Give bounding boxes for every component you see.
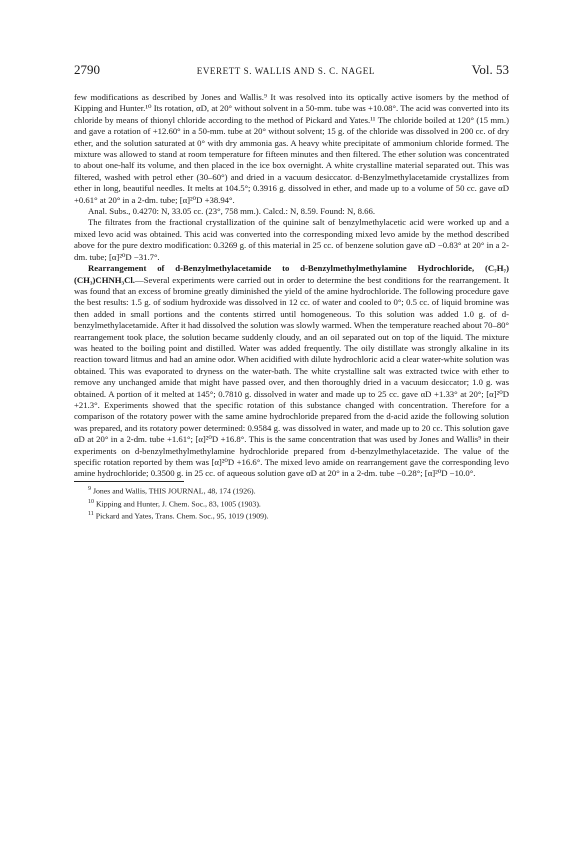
footnote-divider: [74, 481, 184, 482]
page-number: 2790: [74, 62, 100, 77]
volume-label: Vol. 53: [471, 62, 509, 77]
footnote-10: [74, 497, 509, 510]
footnote-11: [74, 509, 509, 522]
footnote-mark: 10: [88, 498, 94, 505]
footnote-text: Kipping and Hunter, J. Chem. Soc., 83, 1005 (1903).: [95, 499, 261, 509]
section-heading: Rearrangement of d-Benzylmethylacetamide to d-Benzylmethylmethylamine Hydrochloride, (C₇H₇)(CH₃)CHNH₃Cl.: [74, 263, 509, 285]
article-body: [74, 92, 509, 480]
footnotes: [74, 484, 509, 522]
paragraph-preparation: few modifications as described by Jones and Wallis.⁹ It was resolved into its optically active isomers by the method of Kipping and Hunter.¹⁰ Its rotation, αD, at 20° without solvent in a 50-mm. tube was +10.08°. The acid was converted into its chloride by means of thionyl chloride according to the method of Pickard and Yates.¹¹ The chloride boiled at 120° (15 mm.) and gave a rotation of +12.60° in a 50-mm. tube at 20° without solvent; 15 g. of the chloride was dissolved in 200 cc. of dry ether, and the solution saturated at 0° with dry ammonia gas. A heavy white precipitate of ammonium chloride formed. The mixture was allowed to stand at room temperature for fifteen minutes and then filtered. The ether solution was concentrated to about one-half its volume, and then placed in the ice box overnight. A white crystalline material separated out. This was filtered, washed with petrol ether (30–60°) and dried in a vacuum desiccator. d-Benzylmethylacetamide crystallizes from ether in long, beautiful needles. It melts at 104.5°; 0.3916 g. dissolved in ether, and made up to a volume of 50 cc. gave αD +0.61° at 20° in a 2-dm. tube; [α]²⁰D +38.94°.: [74, 92, 509, 205]
footnote-mark: 11: [88, 511, 94, 518]
paragraph-rearrangement: [74, 263, 509, 480]
running-title: EVERETT S. WALLIS AND S. C. NAGEL: [196, 66, 375, 76]
footnote-9: [74, 484, 509, 497]
running-head: [74, 62, 509, 78]
footnote-text: Jones and Wallis, THIS JOURNAL, 48, 174 (1926).: [92, 486, 256, 496]
footnote-text: Pickard and Yates, Trans. Chem. Soc., 95, 1019 (1909).: [95, 512, 269, 521]
footnote-mark: 9: [88, 485, 91, 492]
paragraph-rearrangement-text: —Several experiments were carried out in order to determine the best conditions for the rearrangement. It was found that an excess of bromine greatly diminished the yield of the amine hydrochloride. The following procedure gave the best results: 1.5 g. of sodium hydroxide was dissolved in 12 cc. of water and cooled to 0°; 0.5 cc. of liquid bromine was then added in small portions and the contents stirred until homogeneous. To this solution was added 1.0 g. of d-benzylmethylacetamide. After it had dissolved the solution was slowly warmed. When the temperature reached about 70–80° rearrangement took place, the solution became suddenly cloudy, and an oil separated out on top of the liquid. The mixture was heated to the boiling point and distilled. Water was added frequently. The oily distillate was strongly alkaline in its reaction toward litmus and had an amine odor. When acidified with dilute hydrochloric acid a clear water-white solution was obtained. This was evaporated to dryness on the water-bath. The white crystalline salt was extracted twice with ether to remove any unchanged amide that might have passed over, and then thoroughly dried in a vacuum desiccator; 1.0 g. was obtained. A portion of it melted at 145°; 0.7810 g. dissolved in water and made up to 25 cc. gave αD +1.33° at 20°; [α]²⁰D +21.3°. Experiments showed that the specific rotation of this substance changed with concentration. Therefore for a comparison of the rotatory power with the same amine hydrochloride prepared from the d-acid azide the following solution was prepared, and its rotatory power determined: 0.9584 g. was dissolved in water, and made up to 20 cc. This solution gave αD at 20° in a 2-dm. tube +1.61°; [α]²⁰D +16.8°. This is the same concentration that was used by Jones and Wallis⁹ in their experiments on d-benzylmethylmethylamine hydrochloride prepared from d-benzylmethylacetazide. The value of the specific rotation reported by them was [α]²⁰D +16.6°. The mixed levo amide on rearrangement gave the corresponding levo amine hydrochloride; 0.3500 g. in 25 cc. of aqueous solution gave αD at 20° in a 2-dm. tube −0.28°; [α]²⁰D −10.0°.: [74, 274, 509, 479]
paragraph-analysis: Anal. Subs., 0.4270: N, 33.05 cc. (23°, 758 mm.). Calcd.: N, 8.59. Found: N, 8.66.: [88, 206, 376, 217]
paragraph-levo-amide: The filtrates from the fractional crystallization of the quinine salt of benzylmethylacetic acid were worked up and a mixed levo acid was obtained. This acid was converted into the corresponding mixed levo amide by the method described above for the pure dextro modification: 0.3269 g. of this material in 25 cc. of benzene solution gave αD −0.83° at 20° in a 2-dm. tube; [α]²⁰D −31.7°.: [74, 217, 509, 262]
